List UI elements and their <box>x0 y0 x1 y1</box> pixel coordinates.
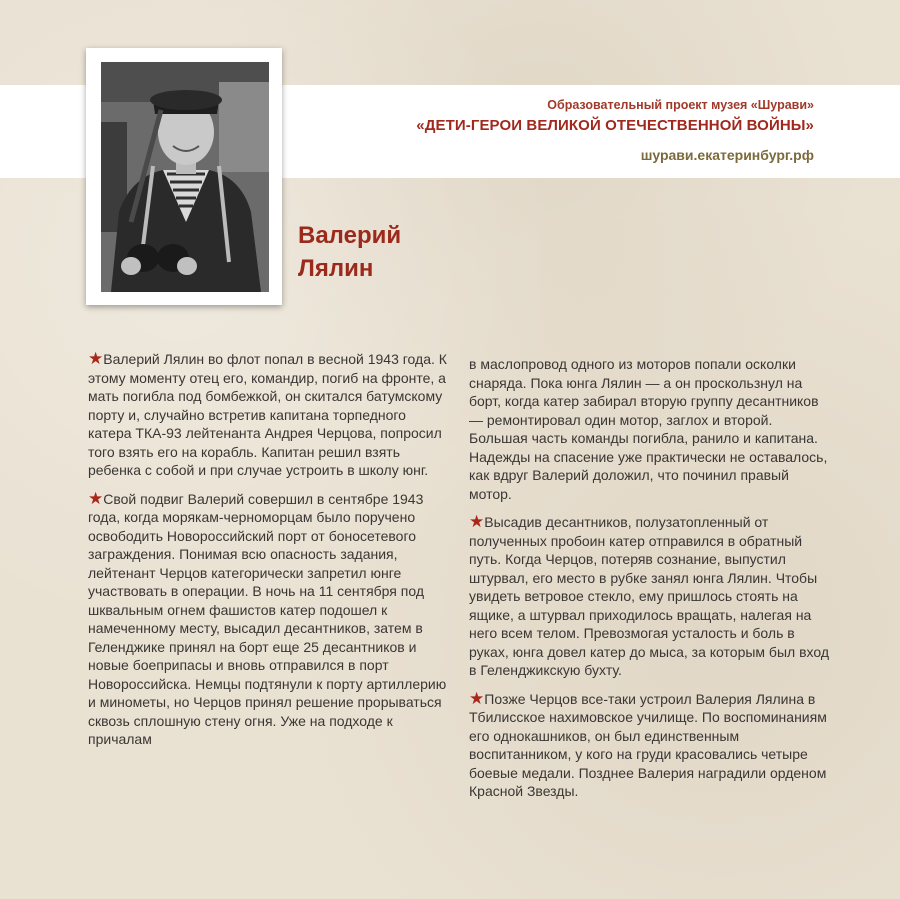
paragraph: ★Высадив десантников, полузатопленный от полученных пробоин катер отправился в обратный путь. Когда Черцов, потеряв сознание, выпустил штурвал, его место в рубке занял юнга Лялин. Чтобы увидеть ветровое стекло, ему пришлось стоять на ящике, а штурвал приходилось вращать, налегая на него всем телом. Превозмогая усталость и боль в руках, юнга довел катер до мыса, за которым был вход в Геленджикскую бухту. <box>469 512 830 678</box>
star-icon: ★ <box>88 349 104 368</box>
paragraph: ★Позже Черцов все-таки устроил Валерия Лялина в Тбилисское нахимовское училище. По воспоминаниям его однокашников, он был единственным воспитанником, у кого на груди красовались четыре боевые медали. Позднее Валерия наградили орденом Красной Звезды. <box>469 688 827 799</box>
boy-sailor-portrait-icon <box>101 62 269 292</box>
site-url[interactable]: шурави.екатеринбург.рф <box>640 147 814 163</box>
hero-last-name: Лялин <box>298 255 374 282</box>
portrait-photo <box>101 62 269 292</box>
hero-first-name: Валерий <box>298 222 402 249</box>
project-subtitle: Образовательный проект музея «Шурави» <box>547 98 814 112</box>
paragraph: в маслопровод одного из моторов попали осколки снаряда. Пока юнга Лялин — а он проскользнул на борт, когда катер забирал вторую группу десантников — ремонтировал один мотор, заглох и второй. Большая часть команды погибла, ранило и капитана. Надежды на спасение уже практически не оставалось, как вдруг Валерий доложил, что починил правый мотор. <box>469 356 828 502</box>
text-column-right <box>469 355 829 811</box>
paragraph: ★Свой подвиг Валерий совершил в сентябре 1943 года, когда морякам-черноморцам было поручено освободить Новороссийский порт от боносетевого заграждения. Понимая всю опасность задания, лейтенант Черцов категорически запретил юнге участвовать в операции. В ночь на 11 сентября под шквальным огнем фашистов катер подошел к намеченному месту, высадил десантников, затем в Геленджике принял на борт еще 25 десантников и новые боеприпасы и вновь отправился в порт Новороссийска. Немцы подтянули к порту артиллерию и минометы, но Черцов принял решение прорываться сквозь сплошную стену огня. Уже на подходе к причалам <box>88 488 447 747</box>
text-column-left <box>88 350 448 759</box>
paragraph: ★Валерий Лялин во флот попал в весной 1943 года. К этому моменту отец его, командир, погиб на фронте, а мать погибла под бомбежкой, он скитался батумскому порту и, случайно встретив капитана торпедного катера ТКА-93 лейтенанта Андрея Черцова, попросил того взять его на корабль. Капитан решил взять ребенка с собой и при случае устроить в школу юнг. <box>88 349 447 478</box>
star-icon: ★ <box>88 488 104 508</box>
star-icon: ★ <box>469 512 485 531</box>
star-icon: ★ <box>469 688 485 708</box>
project-title: «ДЕТИ-ГЕРОИ ВЕЛИКОЙ ОТЕЧЕСТВЕННОЙ ВОЙНЫ» <box>416 117 814 134</box>
hero-name <box>298 219 401 285</box>
